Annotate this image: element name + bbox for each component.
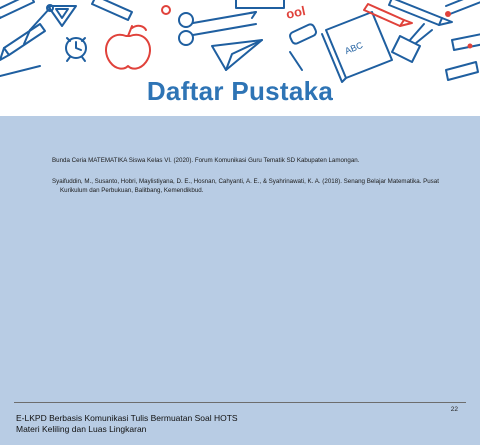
ruler-icon	[236, 0, 284, 8]
paper-plane-icon	[212, 40, 262, 70]
pencil-icon	[364, 4, 412, 26]
alarm-clock-icon	[66, 38, 86, 61]
ruler-icon	[452, 34, 480, 50]
binder-clip-icon	[392, 24, 432, 62]
scissors-icon	[179, 12, 256, 45]
footer-divider	[14, 402, 466, 403]
reference-item: Bunda Ceria MATEMATIKA Siswa Kelas VI. (2020). Forum Komunikasi Guru Tematik SD Kabupaten Lamongan.	[52, 157, 360, 164]
header-banner	[0, 0, 480, 116]
pencil-icon	[446, 0, 480, 14]
pencil-icon	[92, 0, 132, 20]
page-number: 22	[450, 406, 458, 413]
header-word: ool	[284, 3, 307, 22]
apple-icon	[106, 26, 150, 69]
page-title: Daftar Pustaka	[146, 76, 334, 106]
pencil-icon	[0, 24, 45, 60]
reference-list	[52, 156, 452, 207]
reference-item: Syaifuddin, M., Susanto, Hobri, Maylistiyana, D. E., Hosnan, Cahyanti, A. E., & Syahrinawati, K. A. (2018). Senang Belajar Matematika. Pusat Kurikulum dan Perbukuan, Balitbang, Kemendikbud.	[52, 178, 439, 194]
scissors-icon	[162, 6, 170, 14]
references-area	[0, 116, 480, 445]
footer-line-2: Materi Keliling dan Luas Lingkaran	[16, 424, 147, 434]
footer-line-1: E-LKPD Berbasis Komunikasi Tulis Bermuatan Soal HOTS	[16, 413, 238, 423]
pencil-icon	[389, 0, 452, 25]
book-label: ABC	[343, 39, 365, 57]
pencil-icon	[0, 0, 34, 22]
footer-text	[16, 413, 238, 435]
